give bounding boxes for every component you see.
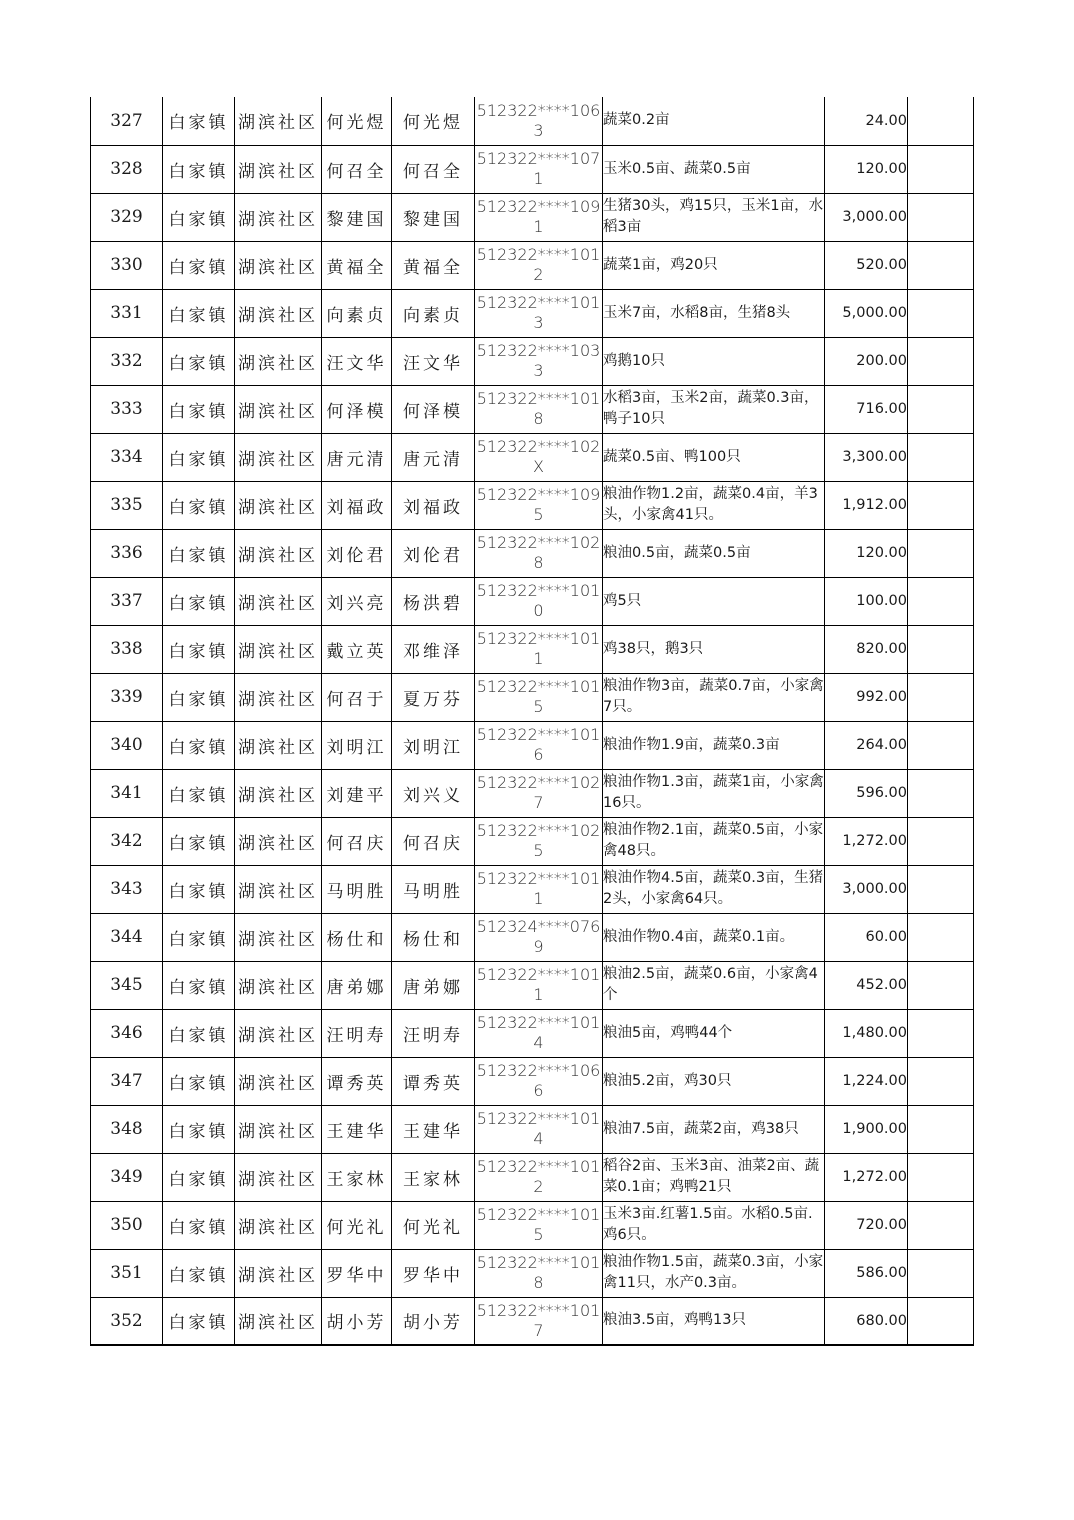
town-cell: 白家镇 [163, 961, 235, 1009]
id-number-cell: 512322****1028 [475, 529, 603, 577]
name-cell: 何光煜 [322, 97, 392, 145]
town-cell: 白家镇 [163, 577, 235, 625]
community-cell: 湖滨社区 [235, 193, 322, 241]
id-number-cell: 512324****0769 [475, 913, 603, 961]
description-cell: 粮油0.5亩，蔬菜0.5亩 [603, 529, 825, 577]
row-number: 350 [91, 1201, 163, 1249]
row-number: 345 [91, 961, 163, 1009]
row-number: 347 [91, 1057, 163, 1105]
row-number: 327 [91, 97, 163, 145]
name-cell: 何泽模 [322, 385, 392, 433]
amount-cell: 120.00 [825, 529, 908, 577]
community-cell: 湖滨社区 [235, 1249, 322, 1297]
row-number: 335 [91, 481, 163, 529]
account-holder-cell: 何光礼 [392, 1201, 475, 1249]
description-cell: 粮油作物1.5亩，蔬菜0.3亩，小家禽11只，水产0.3亩。 [603, 1249, 825, 1297]
amount-cell: 3,000.00 [825, 865, 908, 913]
id-number-cell: 512322****1071 [475, 145, 603, 193]
blank-cell [908, 625, 974, 673]
blank-cell [908, 1297, 974, 1345]
account-holder-cell: 谭秀英 [392, 1057, 475, 1105]
blank-cell [908, 385, 974, 433]
id-number-cell: 512322****1018 [475, 385, 603, 433]
community-cell: 湖滨社区 [235, 865, 322, 913]
table-row [91, 913, 974, 961]
blank-cell [908, 577, 974, 625]
blank-cell [908, 289, 974, 337]
records-table [90, 97, 974, 1346]
row-number: 339 [91, 673, 163, 721]
community-cell: 湖滨社区 [235, 913, 322, 961]
amount-cell: 452.00 [825, 961, 908, 1009]
town-cell: 白家镇 [163, 817, 235, 865]
town-cell: 白家镇 [163, 1201, 235, 1249]
name-cell: 唐弟娜 [322, 961, 392, 1009]
account-holder-cell: 罗华中 [392, 1249, 475, 1297]
table-row [91, 865, 974, 913]
community-cell: 湖滨社区 [235, 145, 322, 193]
amount-cell: 60.00 [825, 913, 908, 961]
table-row [91, 721, 974, 769]
name-cell: 黄福全 [322, 241, 392, 289]
account-holder-cell: 汪明寿 [392, 1009, 475, 1057]
community-cell: 湖滨社区 [235, 433, 322, 481]
description-cell: 粮油2.5亩，蔬菜0.6亩，小家禽4个 [603, 961, 825, 1009]
description-cell: 玉米7亩，水稻8亩，生猪8头 [603, 289, 825, 337]
account-holder-cell: 杨洪碧 [392, 577, 475, 625]
table-row [91, 1297, 974, 1345]
name-cell: 马明胜 [322, 865, 392, 913]
town-cell: 白家镇 [163, 337, 235, 385]
town-cell: 白家镇 [163, 1009, 235, 1057]
town-cell: 白家镇 [163, 241, 235, 289]
id-number-cell: 512322****1012 [475, 241, 603, 289]
community-cell: 湖滨社区 [235, 1297, 322, 1345]
amount-cell: 1,912.00 [825, 481, 908, 529]
row-number: 333 [91, 385, 163, 433]
id-number-cell: 512322****1015 [475, 673, 603, 721]
row-number: 341 [91, 769, 163, 817]
town-cell: 白家镇 [163, 481, 235, 529]
account-holder-cell: 何召庆 [392, 817, 475, 865]
id-number-cell: 512322****1015 [475, 1201, 603, 1249]
row-number: 351 [91, 1249, 163, 1297]
table-row [91, 481, 974, 529]
description-cell: 粮油3.5亩，鸡鸭13只 [603, 1297, 825, 1345]
account-holder-cell: 唐弟娜 [392, 961, 475, 1009]
name-cell: 黎建国 [322, 193, 392, 241]
amount-cell: 716.00 [825, 385, 908, 433]
table-row [91, 241, 974, 289]
description-cell: 粮油作物4.5亩，蔬菜0.3亩，生猪2头，小家禽64只。 [603, 865, 825, 913]
name-cell: 戴立英 [322, 625, 392, 673]
table-row [91, 289, 974, 337]
community-cell: 湖滨社区 [235, 241, 322, 289]
table-row [91, 145, 974, 193]
id-number-cell: 512322****1095 [475, 481, 603, 529]
description-cell: 粮油作物1.3亩，蔬菜1亩，小家禽16只。 [603, 769, 825, 817]
description-cell: 玉米0.5亩、蔬菜0.5亩 [603, 145, 825, 193]
id-number-cell: 512322****1014 [475, 1105, 603, 1153]
account-holder-cell: 何泽模 [392, 385, 475, 433]
town-cell: 白家镇 [163, 721, 235, 769]
table-row [91, 817, 974, 865]
account-holder-cell: 刘福政 [392, 481, 475, 529]
blank-cell [908, 769, 974, 817]
community-cell: 湖滨社区 [235, 529, 322, 577]
name-cell: 刘伦君 [322, 529, 392, 577]
description-cell: 粮油作物1.2亩，蔬菜0.4亩，羊3头，小家禽41只。 [603, 481, 825, 529]
row-number: 349 [91, 1153, 163, 1201]
blank-cell [908, 1153, 974, 1201]
community-cell: 湖滨社区 [235, 1009, 322, 1057]
table-row [91, 1105, 974, 1153]
amount-cell: 680.00 [825, 1297, 908, 1345]
name-cell: 王家林 [322, 1153, 392, 1201]
community-cell: 湖滨社区 [235, 1057, 322, 1105]
town-cell: 白家镇 [163, 1057, 235, 1105]
community-cell: 湖滨社区 [235, 1153, 322, 1201]
community-cell: 湖滨社区 [235, 385, 322, 433]
blank-cell [908, 673, 974, 721]
town-cell: 白家镇 [163, 673, 235, 721]
table-row [91, 961, 974, 1009]
town-cell: 白家镇 [163, 1153, 235, 1201]
community-cell: 湖滨社区 [235, 481, 322, 529]
account-holder-cell: 王家林 [392, 1153, 475, 1201]
table-row [91, 625, 974, 673]
blank-cell [908, 193, 974, 241]
row-number: 348 [91, 1105, 163, 1153]
description-cell: 粮油5.2亩，鸡30只 [603, 1057, 825, 1105]
name-cell: 罗华中 [322, 1249, 392, 1297]
account-holder-cell: 何光煜 [392, 97, 475, 145]
amount-cell: 3,000.00 [825, 193, 908, 241]
community-cell: 湖滨社区 [235, 1201, 322, 1249]
name-cell: 何召于 [322, 673, 392, 721]
name-cell: 何光礼 [322, 1201, 392, 1249]
blank-cell [908, 1249, 974, 1297]
town-cell: 白家镇 [163, 529, 235, 577]
row-number: 338 [91, 625, 163, 673]
town-cell: 白家镇 [163, 97, 235, 145]
name-cell: 唐元清 [322, 433, 392, 481]
description-cell: 鸡38只，鹅3只 [603, 625, 825, 673]
description-cell: 玉米3亩.红薯1.5亩。水稻0.5亩.鸡6只。 [603, 1201, 825, 1249]
account-holder-cell: 刘伦君 [392, 529, 475, 577]
id-number-cell: 512322****1066 [475, 1057, 603, 1105]
id-number-cell: 512322****1017 [475, 1297, 603, 1345]
amount-cell: 120.00 [825, 145, 908, 193]
town-cell: 白家镇 [163, 1105, 235, 1153]
row-number: 328 [91, 145, 163, 193]
community-cell: 湖滨社区 [235, 577, 322, 625]
account-holder-cell: 向素贞 [392, 289, 475, 337]
town-cell: 白家镇 [163, 625, 235, 673]
blank-cell [908, 865, 974, 913]
id-number-cell: 512322****1033 [475, 337, 603, 385]
description-cell: 水稻3亩，玉米2亩，蔬菜0.3亩，鸭子10只 [603, 385, 825, 433]
description-cell: 稻谷2亩、玉米3亩、油菜2亩、蔬菜0.1亩；鸡鸭21只 [603, 1153, 825, 1201]
description-cell: 鸡5只 [603, 577, 825, 625]
description-cell: 粮油5亩，鸡鸭44个 [603, 1009, 825, 1057]
account-holder-cell: 王建华 [392, 1105, 475, 1153]
town-cell: 白家镇 [163, 289, 235, 337]
account-holder-cell: 杨仕和 [392, 913, 475, 961]
row-number: 342 [91, 817, 163, 865]
blank-cell [908, 721, 974, 769]
amount-cell: 3,300.00 [825, 433, 908, 481]
community-cell: 湖滨社区 [235, 625, 322, 673]
name-cell: 胡小芳 [322, 1297, 392, 1345]
community-cell: 湖滨社区 [235, 817, 322, 865]
id-number-cell: 512322****1091 [475, 193, 603, 241]
town-cell: 白家镇 [163, 865, 235, 913]
row-number: 340 [91, 721, 163, 769]
description-cell: 粮油7.5亩，蔬菜2亩，鸡38只 [603, 1105, 825, 1153]
community-cell: 湖滨社区 [235, 769, 322, 817]
town-cell: 白家镇 [163, 433, 235, 481]
amount-cell: 1,224.00 [825, 1057, 908, 1105]
blank-cell [908, 241, 974, 289]
amount-cell: 586.00 [825, 1249, 908, 1297]
row-number: 332 [91, 337, 163, 385]
account-holder-cell: 汪文华 [392, 337, 475, 385]
row-number: 343 [91, 865, 163, 913]
table-row [91, 1009, 974, 1057]
name-cell: 刘明江 [322, 721, 392, 769]
amount-cell: 820.00 [825, 625, 908, 673]
id-number-cell: 512322****1011 [475, 961, 603, 1009]
account-holder-cell: 黄福全 [392, 241, 475, 289]
blank-cell [908, 1105, 974, 1153]
community-cell: 湖滨社区 [235, 673, 322, 721]
account-holder-cell: 胡小芳 [392, 1297, 475, 1345]
blank-cell [908, 97, 974, 145]
amount-cell: 720.00 [825, 1201, 908, 1249]
blank-cell [908, 481, 974, 529]
town-cell: 白家镇 [163, 913, 235, 961]
id-number-cell: 512322****1063 [475, 97, 603, 145]
table-row [91, 1201, 974, 1249]
account-holder-cell: 何召全 [392, 145, 475, 193]
row-number: 334 [91, 433, 163, 481]
town-cell: 白家镇 [163, 193, 235, 241]
amount-cell: 1,900.00 [825, 1105, 908, 1153]
community-cell: 湖滨社区 [235, 337, 322, 385]
table-row [91, 97, 974, 145]
table-row [91, 529, 974, 577]
id-number-cell: 512322****102X [475, 433, 603, 481]
name-cell: 谭秀英 [322, 1057, 392, 1105]
name-cell: 汪文华 [322, 337, 392, 385]
description-cell: 粮油作物3亩，蔬菜0.7亩，小家禽7只。 [603, 673, 825, 721]
town-cell: 白家镇 [163, 145, 235, 193]
account-holder-cell: 刘兴义 [392, 769, 475, 817]
description-cell: 粮油作物2.1亩，蔬菜0.5亩，小家禽48只。 [603, 817, 825, 865]
row-number: 346 [91, 1009, 163, 1057]
description-cell: 蔬菜0.5亩、鸭100只 [603, 433, 825, 481]
town-cell: 白家镇 [163, 1249, 235, 1297]
table-row [91, 385, 974, 433]
community-cell: 湖滨社区 [235, 961, 322, 1009]
table-row [91, 673, 974, 721]
blank-cell [908, 1057, 974, 1105]
id-number-cell: 512322****1012 [475, 1153, 603, 1201]
id-number-cell: 512322****1011 [475, 865, 603, 913]
account-holder-cell: 夏万芬 [392, 673, 475, 721]
amount-cell: 992.00 [825, 673, 908, 721]
id-number-cell: 512322****1013 [475, 289, 603, 337]
account-holder-cell: 马明胜 [392, 865, 475, 913]
name-cell: 汪明寿 [322, 1009, 392, 1057]
id-number-cell: 512322****1027 [475, 769, 603, 817]
row-number: 329 [91, 193, 163, 241]
table-row [91, 193, 974, 241]
amount-cell: 1,480.00 [825, 1009, 908, 1057]
account-holder-cell: 唐元清 [392, 433, 475, 481]
amount-cell: 100.00 [825, 577, 908, 625]
account-holder-cell: 刘明江 [392, 721, 475, 769]
blank-cell [908, 145, 974, 193]
row-number: 352 [91, 1297, 163, 1345]
blank-cell [908, 337, 974, 385]
amount-cell: 24.00 [825, 97, 908, 145]
id-number-cell: 512322****1010 [475, 577, 603, 625]
amount-cell: 5,000.00 [825, 289, 908, 337]
description-cell: 鸡鹅10只 [603, 337, 825, 385]
amount-cell: 264.00 [825, 721, 908, 769]
name-cell: 刘兴亮 [322, 577, 392, 625]
row-number: 336 [91, 529, 163, 577]
name-cell: 刘福政 [322, 481, 392, 529]
row-number: 331 [91, 289, 163, 337]
blank-cell [908, 1009, 974, 1057]
name-cell: 刘建平 [322, 769, 392, 817]
community-cell: 湖滨社区 [235, 1105, 322, 1153]
blank-cell [908, 961, 974, 1009]
amount-cell: 1,272.00 [825, 1153, 908, 1201]
town-cell: 白家镇 [163, 1297, 235, 1345]
blank-cell [908, 817, 974, 865]
name-cell: 何召全 [322, 145, 392, 193]
account-holder-cell: 黎建国 [392, 193, 475, 241]
name-cell: 向素贞 [322, 289, 392, 337]
id-number-cell: 512322****1025 [475, 817, 603, 865]
row-number: 337 [91, 577, 163, 625]
table-row [91, 337, 974, 385]
amount-cell: 1,272.00 [825, 817, 908, 865]
amount-cell: 520.00 [825, 241, 908, 289]
row-number: 344 [91, 913, 163, 961]
description-cell: 粮油作物0.4亩，蔬菜0.1亩。 [603, 913, 825, 961]
table-row [91, 433, 974, 481]
blank-cell [908, 1201, 974, 1249]
id-number-cell: 512322****1014 [475, 1009, 603, 1057]
description-cell: 粮油作物1.9亩，蔬菜0.3亩 [603, 721, 825, 769]
name-cell: 杨仕和 [322, 913, 392, 961]
id-number-cell: 512322****1016 [475, 721, 603, 769]
records-table-body [91, 97, 974, 1345]
account-holder-cell: 邓维泽 [392, 625, 475, 673]
blank-cell [908, 433, 974, 481]
town-cell: 白家镇 [163, 769, 235, 817]
blank-cell [908, 529, 974, 577]
table-row [91, 1249, 974, 1297]
community-cell: 湖滨社区 [235, 721, 322, 769]
amount-cell: 200.00 [825, 337, 908, 385]
id-number-cell: 512322****1011 [475, 625, 603, 673]
amount-cell: 596.00 [825, 769, 908, 817]
row-number: 330 [91, 241, 163, 289]
table-row [91, 769, 974, 817]
id-number-cell: 512322****1018 [475, 1249, 603, 1297]
community-cell: 湖滨社区 [235, 97, 322, 145]
community-cell: 湖滨社区 [235, 289, 322, 337]
table-row [91, 577, 974, 625]
description-cell: 生猪30头，鸡15只，玉米1亩，水稻3亩 [603, 193, 825, 241]
table-row [91, 1057, 974, 1105]
name-cell: 王建华 [322, 1105, 392, 1153]
table-row [91, 1153, 974, 1201]
blank-cell [908, 913, 974, 961]
description-cell: 蔬菜0.2亩 [603, 97, 825, 145]
town-cell: 白家镇 [163, 385, 235, 433]
name-cell: 何召庆 [322, 817, 392, 865]
description-cell: 蔬菜1亩，鸡20只 [603, 241, 825, 289]
